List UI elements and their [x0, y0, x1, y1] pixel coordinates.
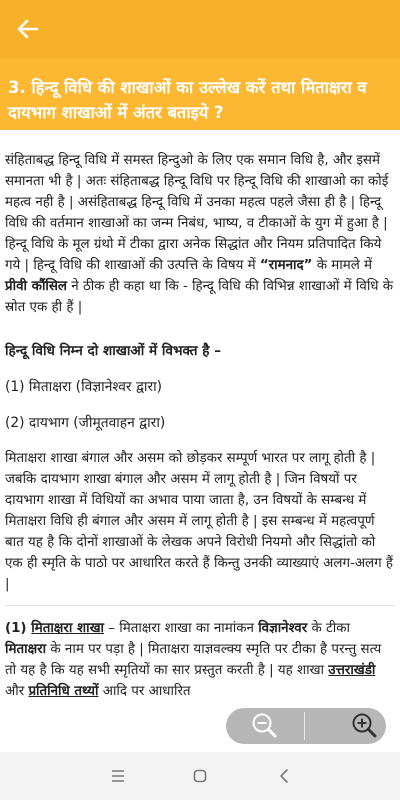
section-number: (1)	[5, 621, 32, 636]
back-button[interactable]	[12, 14, 44, 44]
zoom-in-button[interactable]	[306, 708, 386, 744]
zoom-in-icon	[306, 708, 386, 744]
section-text-a: – मिताक्षरा शाखा का नामांकन	[104, 621, 259, 636]
zoom-controls	[226, 708, 386, 744]
home-icon	[186, 764, 214, 788]
recents-button[interactable]	[104, 764, 132, 788]
divider	[5, 605, 395, 606]
section-bold-4: प्रतिनिधि तथ्यों	[28, 684, 99, 699]
zoom-separator	[304, 712, 305, 740]
section-text-d: और	[5, 684, 29, 699]
nav-back-button[interactable]	[270, 764, 298, 788]
section-bold-3: उत्तराखंडी	[328, 663, 376, 678]
zoom-out-icon	[226, 708, 304, 744]
section-title: मिताक्षरा शाखा	[31, 621, 105, 636]
application-paragraph: मिताक्षरा शाखा बंगाल और असम को छोड़कर सम्पूर्ण भारत पर लागू होती है | जबकि दायभाग शाखा बंगाल और असम में लागू होती है | जिन विषयों पर दायभाग शाखा में विधियों का अभाव पाया जाता है, उन विषयों के सम्बन्ध में मिताक्षरा विधि ही बंगाल और असम में लागू होती है | इस सम्बन्ध में महत्वपूर्ण बात यह है कि दोनों शाखाओं के लेखक अपने विरोधी नियमो और सिद्धांतो को एक ही स्मृति के पाठो पर आधारित करते हैं किन्तु उनकी व्याख्याएं अलग-अलग हैं |	[5, 451, 394, 592]
intro-text-c: ने ठीक ही कहा था कि - हिन्दू विधि की विभिन्न शाखाओं में विधि के स्रोत एक ही हैं |	[5, 279, 394, 315]
intro-text-a: संहिताबद्ध हिन्दू विधि में समस्त हिन्दुओ के लिए एक समान विधि है, और इसमें समानता भी है | अतः संहिताबद्ध हिन्दू विधि पर हिन्दू विधि की शाखाओ का कोई महत्व नही है | असंहिताबद्ध हिन्दू विधि में उनका महत्व पहले जैसा ही है | हिन्दू विधि की वर्तमान शाखाओं का जन्म निबंध, भाष्य, व टीकाओं के युग में हुआ है | हिन्दू विधि के मूल ग्रंथो में टीका द्वारा अनेक सिद्धांत और नियम प्रतिपादित किये गये | हिन्दू विधि की शाखाओं की उत्पत्ति के विषय में	[5, 153, 389, 273]
home-button[interactable]	[186, 764, 214, 788]
intro-text-b: के मामले में	[312, 258, 373, 273]
section-bold-vigyaneshwar: विज्ञानेश्वर	[258, 621, 308, 636]
section-bold-mitakshara: मिताक्षरा	[5, 642, 47, 657]
nav-back-icon	[270, 764, 298, 788]
intro-bold-privy-council: प्रीवी कौंसिल	[5, 279, 68, 294]
zoom-out-button[interactable]	[226, 708, 304, 744]
branches-heading: हिन्दू विधि निम्न दो शाखाओं में विभक्त है –	[5, 343, 222, 359]
intro-bold-ramnad: “रामनाद”	[259, 258, 313, 273]
section-text-c: के नाम पर पड़ा है | मिताक्षरा याज्ञवल्क्य स्मृति पर टीका है परन्तु सत्य तो यह है कि यह सभी स्मृतियों का सार प्रस्तुत करती है | यह शाखा	[5, 642, 382, 678]
section-text-e: आदि पर आधारित	[98, 684, 191, 699]
section-text-b: के टीका	[307, 621, 351, 636]
branch-item-2: (2) दायभाग (जीमूतवाहन द्वारा)	[5, 415, 166, 431]
arrow-left-icon	[12, 14, 44, 44]
branch-item-1: (1) मिताक्षरा (विज्ञानेश्वर द्वारा)	[5, 379, 163, 395]
recents-icon	[104, 764, 132, 788]
question-title-bar	[0, 58, 400, 130]
intro-paragraph	[5, 150, 395, 318]
article-content[interactable]	[0, 150, 400, 742]
app-bar	[0, 0, 400, 58]
question-title: 3. हिन्दू विधि की शाखाओं का उल्लेख करें तथा मिताक्षरा व दायभाग शाखाओं में अंतर बताइये ?	[8, 78, 367, 122]
system-nav-bar	[0, 752, 400, 800]
mitakshara-section	[5, 618, 395, 702]
